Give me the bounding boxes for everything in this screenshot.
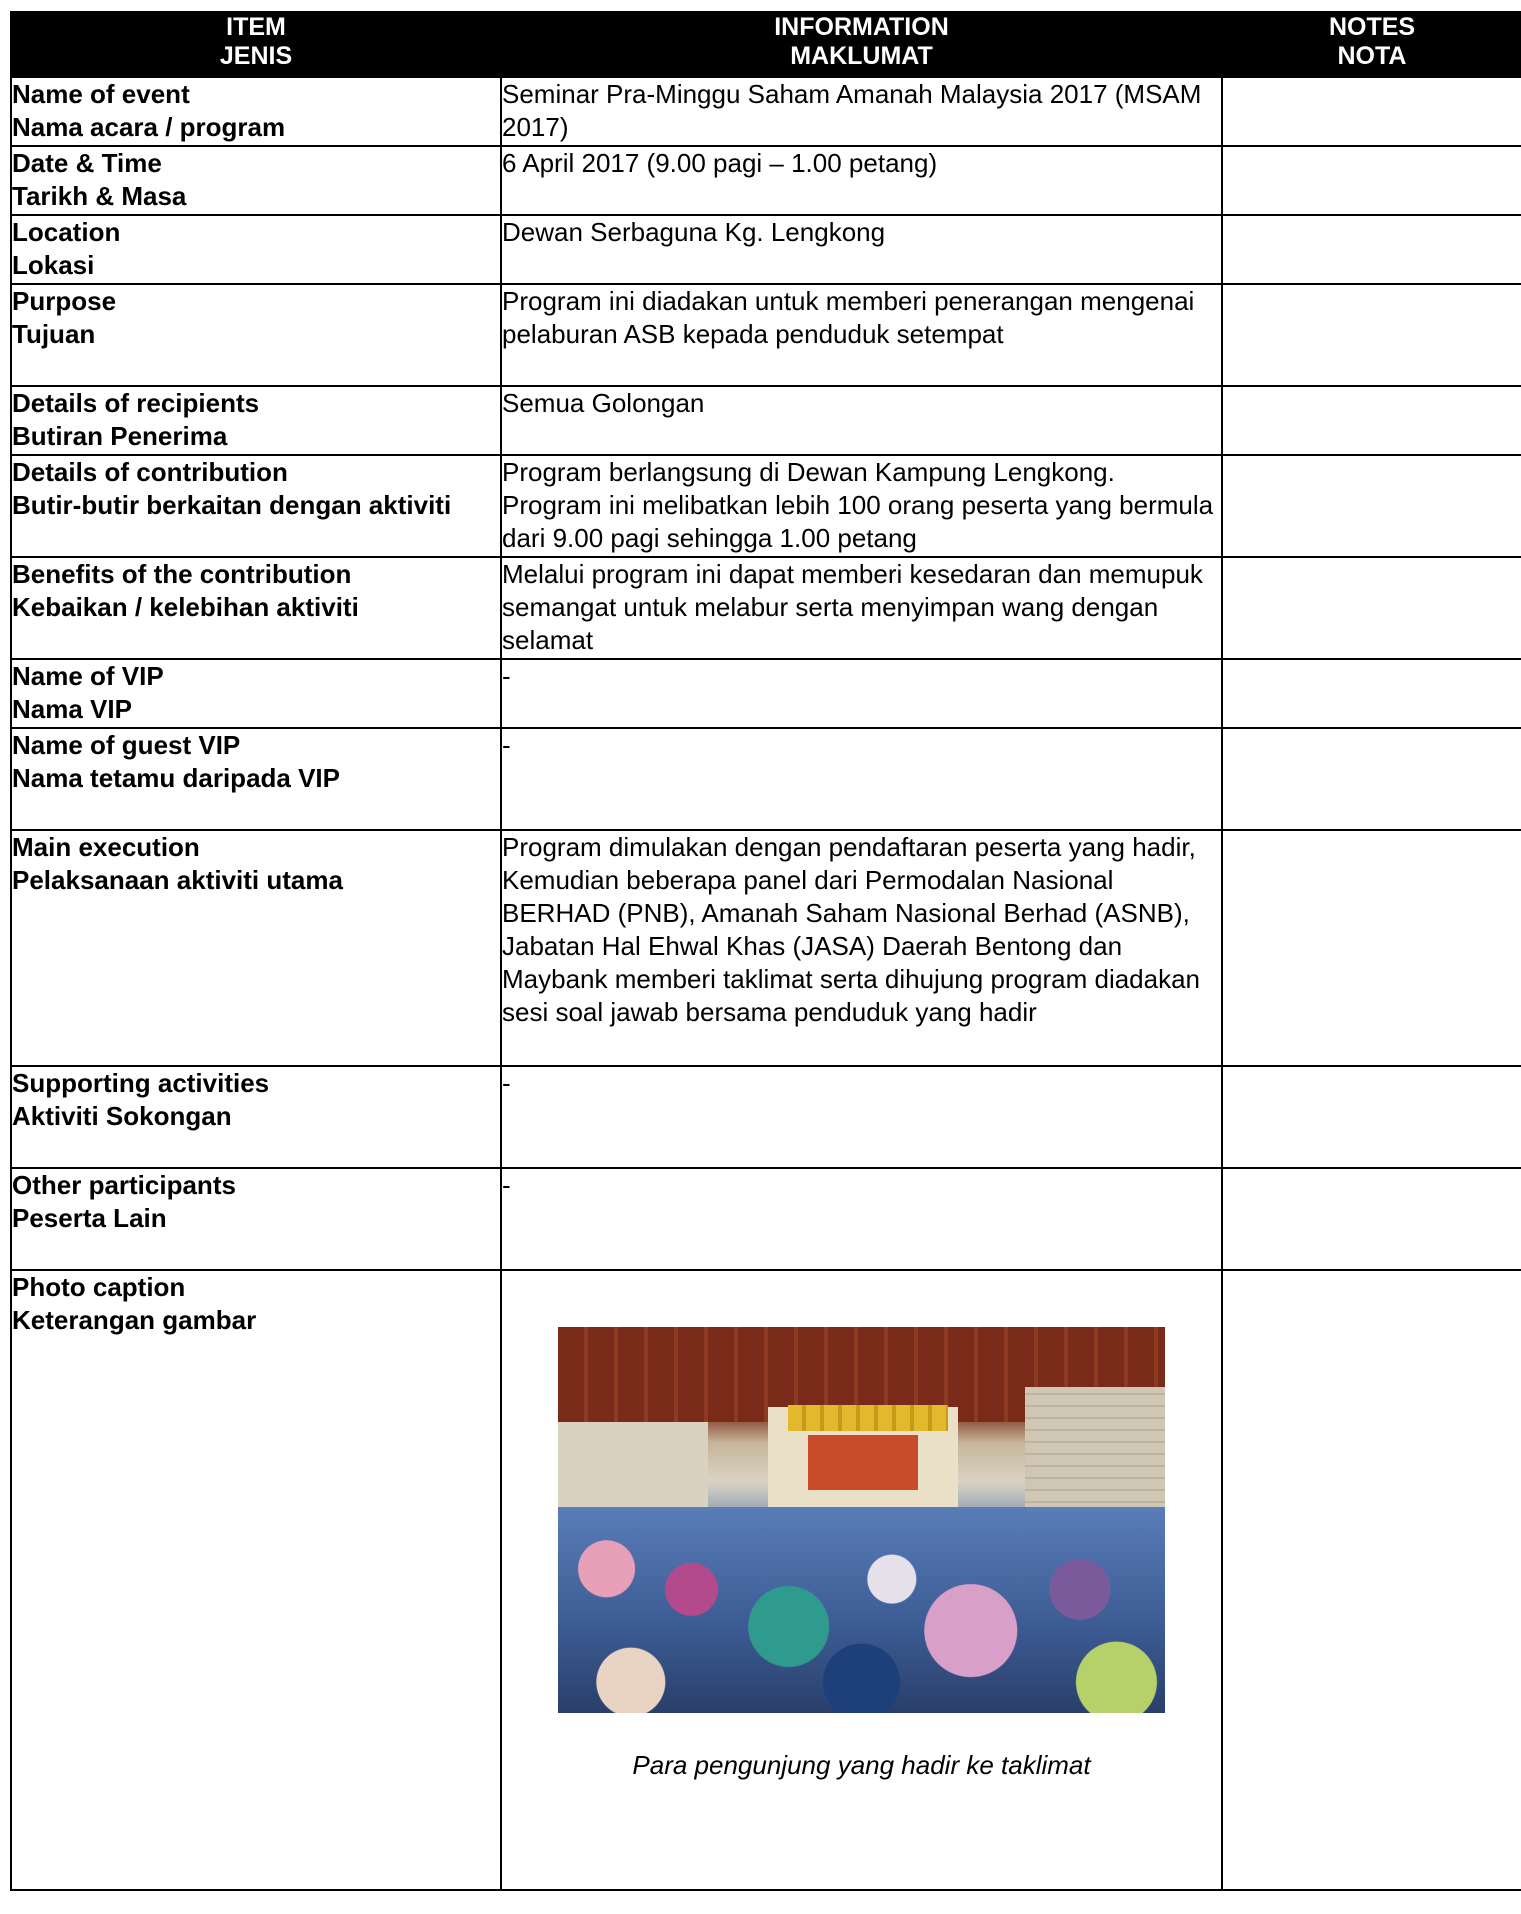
row-location [11, 215, 1521, 284]
item-label-ms: Tarikh & Masa [12, 181, 187, 211]
notes-cell [1222, 557, 1521, 659]
notes-cell [1222, 284, 1521, 386]
item-label-ms: Peserta Lain [12, 1203, 167, 1233]
notes-cell [1222, 77, 1521, 146]
item-label-ms: Nama acara / program [12, 112, 286, 142]
row-benefits [11, 557, 1521, 659]
item-label-ms: Nama tetamu daripada VIP [12, 763, 340, 793]
notes-cell [1222, 830, 1521, 1066]
item-cell [11, 557, 501, 659]
item-label-en: Details of recipients [12, 388, 260, 418]
row-date-time [11, 146, 1521, 215]
item-label-en: Photo caption [12, 1272, 186, 1302]
item-label-ms: Kebaikan / kelebihan aktiviti [12, 592, 359, 622]
item-label-en: Location [12, 217, 121, 247]
item-label-en: Supporting activities [12, 1068, 270, 1098]
report-document [10, 11, 1521, 1891]
item-label-en: Date & Time [12, 148, 162, 178]
row-contribution-details [11, 455, 1521, 557]
header-item-ms: JENIS [219, 42, 293, 70]
row-photo-caption [11, 1270, 1521, 1890]
item-cell [11, 284, 501, 386]
row-guest-vip [11, 728, 1521, 830]
row-supporting-activities [11, 1066, 1521, 1168]
notes-cell [1222, 1066, 1521, 1168]
item-cell [11, 455, 501, 557]
header-notes [1222, 12, 1521, 77]
info-cell: - [501, 728, 1222, 830]
item-label-ms: Tujuan [12, 319, 96, 349]
notes-cell [1222, 728, 1521, 830]
header-item [11, 12, 501, 77]
item-label-ms: Aktiviti Sokongan [12, 1101, 232, 1131]
item-label-en: Name of guest VIP [12, 730, 241, 760]
item-cell [11, 728, 501, 830]
photo-curtain [788, 1405, 948, 1431]
header-notes-en: NOTES [1328, 13, 1416, 41]
event-photo [558, 1327, 1165, 1713]
info-cell: - [501, 1168, 1222, 1270]
item-label-en: Name of event [12, 79, 190, 109]
notes-cell [1222, 659, 1521, 728]
item-cell [11, 386, 501, 455]
row-event-name [11, 77, 1521, 146]
info-cell: - [501, 659, 1222, 728]
row-vip-name [11, 659, 1521, 728]
info-cell: Melalui program ini dapat memberi kesedaran dan memupuk semangat untuk melabur serta menyimpan wang dengan selamat [501, 557, 1222, 659]
info-cell: Program berlangsung di Dewan Kampung Lengkong. Program ini melibatkan lebih 100 orang peserta yang bermula dari 9.00 pagi sehingga 1.00 petang [501, 455, 1222, 557]
notes-cell [1222, 146, 1521, 215]
header-info-ms: MAKLUMAT [790, 42, 933, 70]
notes-cell [1222, 1270, 1521, 1890]
item-cell [11, 215, 501, 284]
photo-caption-text: Para pengunjung yang hadir ke taklimat [632, 1750, 1091, 1780]
header-item-en: ITEM [226, 13, 286, 41]
photo-banner [808, 1435, 918, 1490]
item-label-ms: Nama VIP [12, 694, 132, 724]
info-cell: - [501, 1066, 1222, 1168]
table-header-row [11, 12, 1521, 77]
item-cell [11, 77, 501, 146]
notes-cell [1222, 1168, 1521, 1270]
item-label-ms: Lokasi [12, 250, 95, 280]
info-cell: Semua Golongan [501, 386, 1222, 455]
item-cell [11, 830, 501, 1066]
event-report-table [10, 11, 1521, 1891]
item-label-ms: Butiran Penerima [12, 421, 228, 451]
row-recipients [11, 386, 1521, 455]
notes-cell [1222, 455, 1521, 557]
item-cell [11, 659, 501, 728]
notes-cell [1222, 215, 1521, 284]
photo-audience [558, 1507, 1165, 1713]
row-main-execution [11, 830, 1521, 1066]
item-label-en: Main execution [12, 832, 200, 862]
item-label-en: Name of VIP [12, 661, 164, 691]
photo-container [502, 1271, 1221, 1782]
info-cell: Seminar Pra-Minggu Saham Amanah Malaysia 2017 (MSAM 2017) [501, 77, 1222, 146]
item-cell [11, 1270, 501, 1890]
info-cell: Program ini diadakan untuk memberi penerangan mengenai pelaburan ASB kepada penduduk setempat [501, 284, 1222, 386]
item-label-en: Benefits of the contribution [12, 559, 352, 589]
row-other-participants [11, 1168, 1521, 1270]
notes-cell [1222, 386, 1521, 455]
item-label-ms: Pelaksanaan aktiviti utama [12, 865, 343, 895]
item-cell [11, 146, 501, 215]
item-cell [11, 1168, 501, 1270]
info-cell: 6 April 2017 (9.00 pagi – 1.00 petang) [501, 146, 1222, 215]
item-label-en: Other participants [12, 1170, 236, 1200]
item-label-en: Details of contribution [12, 457, 288, 487]
item-label-ms: Keterangan gambar [12, 1305, 257, 1335]
info-cell: Program dimulakan dengan pendaftaran peserta yang hadir, Kemudian beberapa panel dari Permodalan Nasional BERHAD (PNB), Amanah Saham Nasional Berhad (ASNB), Jabatan Hal Ehwal Khas (JASA) Daerah Bentong dan Maybank memberi taklimat serta dihujung program diadakan sesi soal jawab bersama penduduk yang hadir [501, 830, 1222, 1066]
header-notes-ms: NOTA [1337, 42, 1407, 70]
info-cell: Dewan Serbaguna Kg. Lengkong [501, 215, 1222, 284]
header-info-en: INFORMATION [774, 13, 949, 41]
photo-cell [501, 1270, 1222, 1890]
item-label-ms: Butir-butir berkaitan dengan aktiviti [12, 490, 452, 520]
item-cell [11, 1066, 501, 1168]
item-label-en: Purpose [12, 286, 117, 316]
row-purpose [11, 284, 1521, 386]
header-information [501, 12, 1222, 77]
